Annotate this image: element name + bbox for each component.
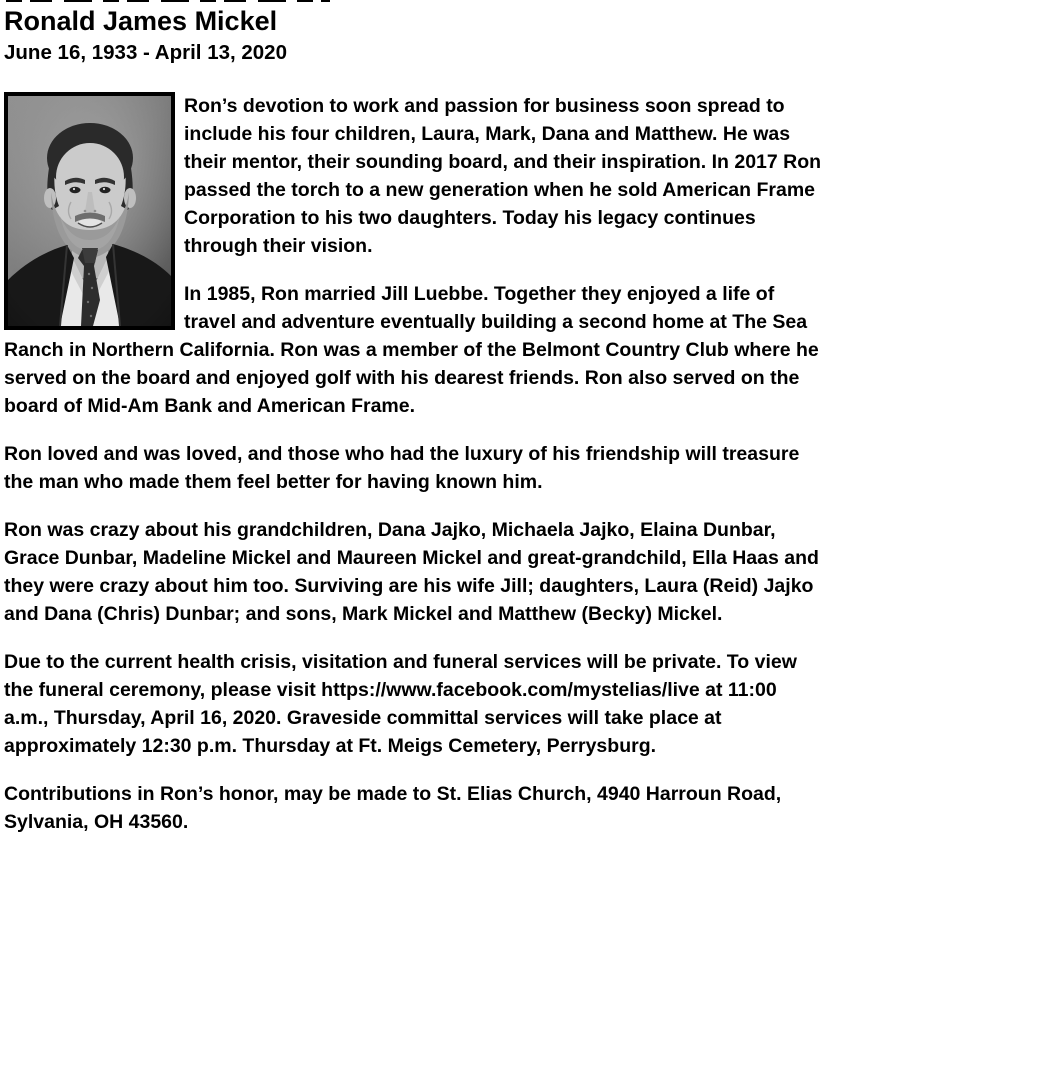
obituary-paragraph-3: Ron loved and was loved, and those who had the luxury of his friendship will treasure the man who made them feel better for having known him. [4, 443, 800, 493]
portrait-photo [4, 92, 175, 330]
page-title: Ronald James Mickel [4, 6, 278, 36]
date-range: June 16, 1933 - April 13, 2020 [4, 41, 287, 64]
obituary-body [4, 92, 822, 856]
obituary-paragraph-2: In 1985, Ron married Jill Luebbe. Together they enjoyed a life of travel and adventure eventually building a second home at The Sea Ranch in Northern California. Ron was a member of the Belmont Country Club where he served on the board and enjoyed golf with his dearest friends. Ron also served on the board of Mid-Am Bank and American Frame. [4, 283, 819, 417]
portrait-photo-image [8, 96, 171, 326]
obituary-paragraph-1: Ron’s devotion to work and passion for business soon spread to include his four children, Laura, Mark, Dana and Matthew. He was their mentor, their sounding board, and their inspiration. In 2017 Ron passed the torch to a new generation when he sold American Frame Corporation to his two daughters. Today his legacy continues through their vision. [184, 95, 822, 257]
cropped-text-remnant [6, 0, 330, 2]
obituary-paragraph-6: Contributions in Ron’s honor, may be made to St. Elias Church, 4940 Harroun Road, Sylvania, OH 43560. [4, 783, 782, 833]
obituary-paragraph-4: Ron was crazy about his grandchildren, Dana Jajko, Michaela Jajko, Elaina Dunbar, Grace Dunbar, Madeline Mickel and Maureen Mickel and great-grandchild, Ella Haas and they were crazy about him too. Surviving are his wife Jill; daughters, Laura (Reid) Jajko and Dana (Chris) Dunbar; and sons, Mark Mickel and Matthew (Becky) Mickel. [4, 519, 819, 625]
obituary-paragraph-5: Due to the current health crisis, visitation and funeral services will be private. To view the funeral ceremony, please visit https://www.facebook.com/mystelias/live at 11:00 a.m., Thursday, April 16, 2020. Graveside committal services will take place at approximately 12:30 p.m. Thursday at Ft. Meigs Cemetery, Perrysburg. [4, 651, 797, 757]
